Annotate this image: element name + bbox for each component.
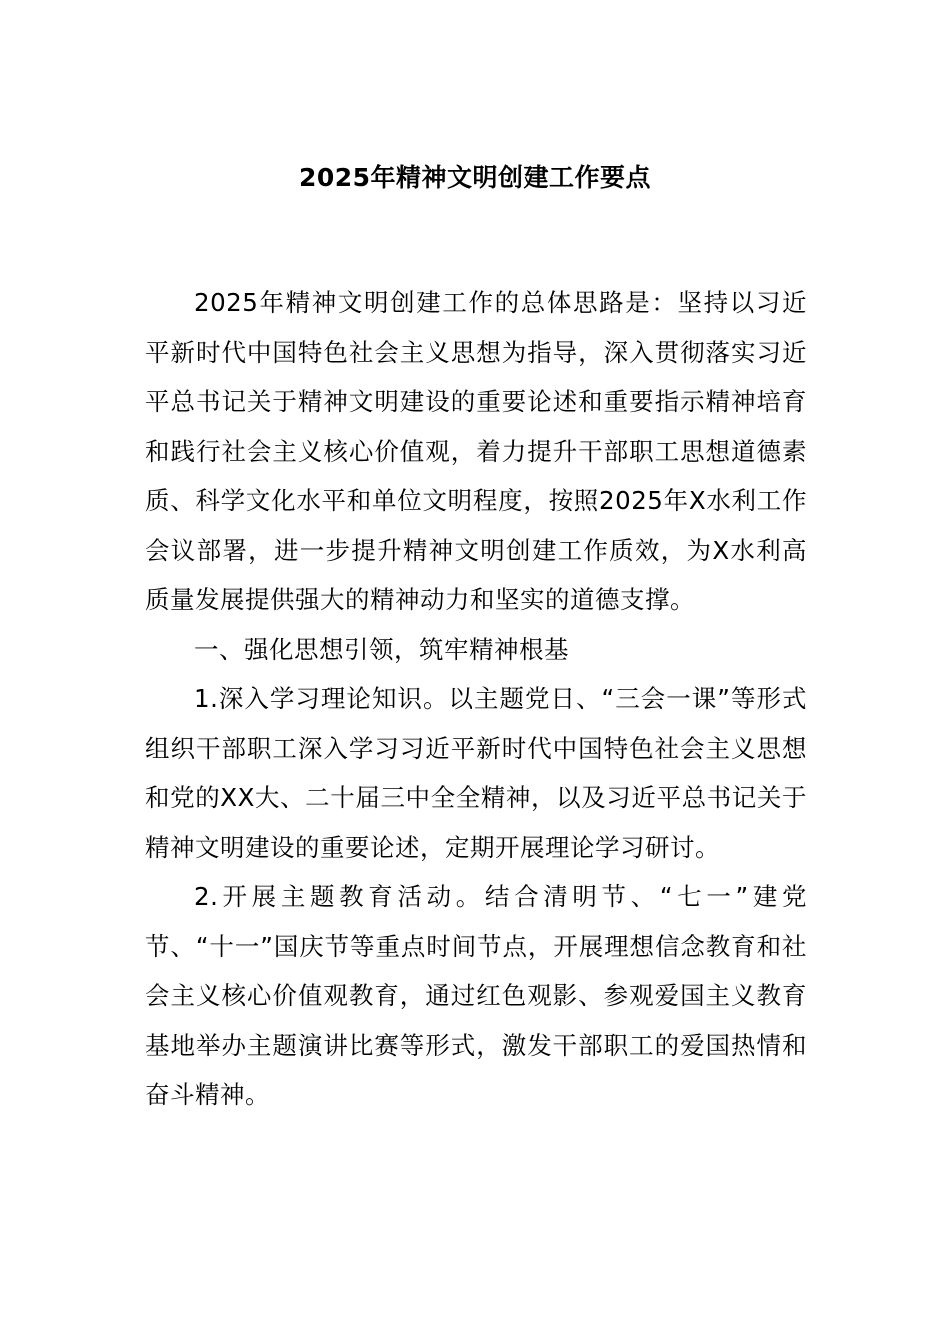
item-paragraph-2: 2.开展主题教育活动。结合清明节、“七一”建党节、“十一”国庆节等重点时间节点，开展理想信念教育和社会主义核心价值观教育，通过红色观影、参观爱国主义教育基地举办主题演讲比赛等形式，激发干部职工的爱国热情和奋斗精神。 (145, 882, 807, 1109)
intro-paragraph: 2025年精神文明创建工作的总体思路是：坚持以习近平新时代中国特色社会主义思想为指导，深入贯彻落实习近平总书记关于精神文明建设的重要论述和重要指示精神培育和践行社会主义核心价值观，着力提升干部职工思想道德素质、科学文化水平和单位文明程度，按照2025年X水利工作会议部署，进一步提升精神文明创建工作质效，为X水利高质量发展提供强大的精神动力和坚实的道德支撑。 (145, 288, 807, 614)
section-heading-1: 一、强化思想引领，筑牢精神根基 (194, 634, 569, 664)
document-body (145, 278, 807, 1120)
item-paragraph-1: 1.深入学习理论知识。以主题党日、“三会一课”等形式组织干部职工深入学习习近平新时代中国特色社会主义思想和党的XX大、二十届三中全全精神，以及习近平总书记关于精神文明建设的重要论述，定期开展理论学习研讨。 (145, 684, 807, 862)
document-title: 2025年精神文明创建工作要点 (298, 163, 652, 192)
